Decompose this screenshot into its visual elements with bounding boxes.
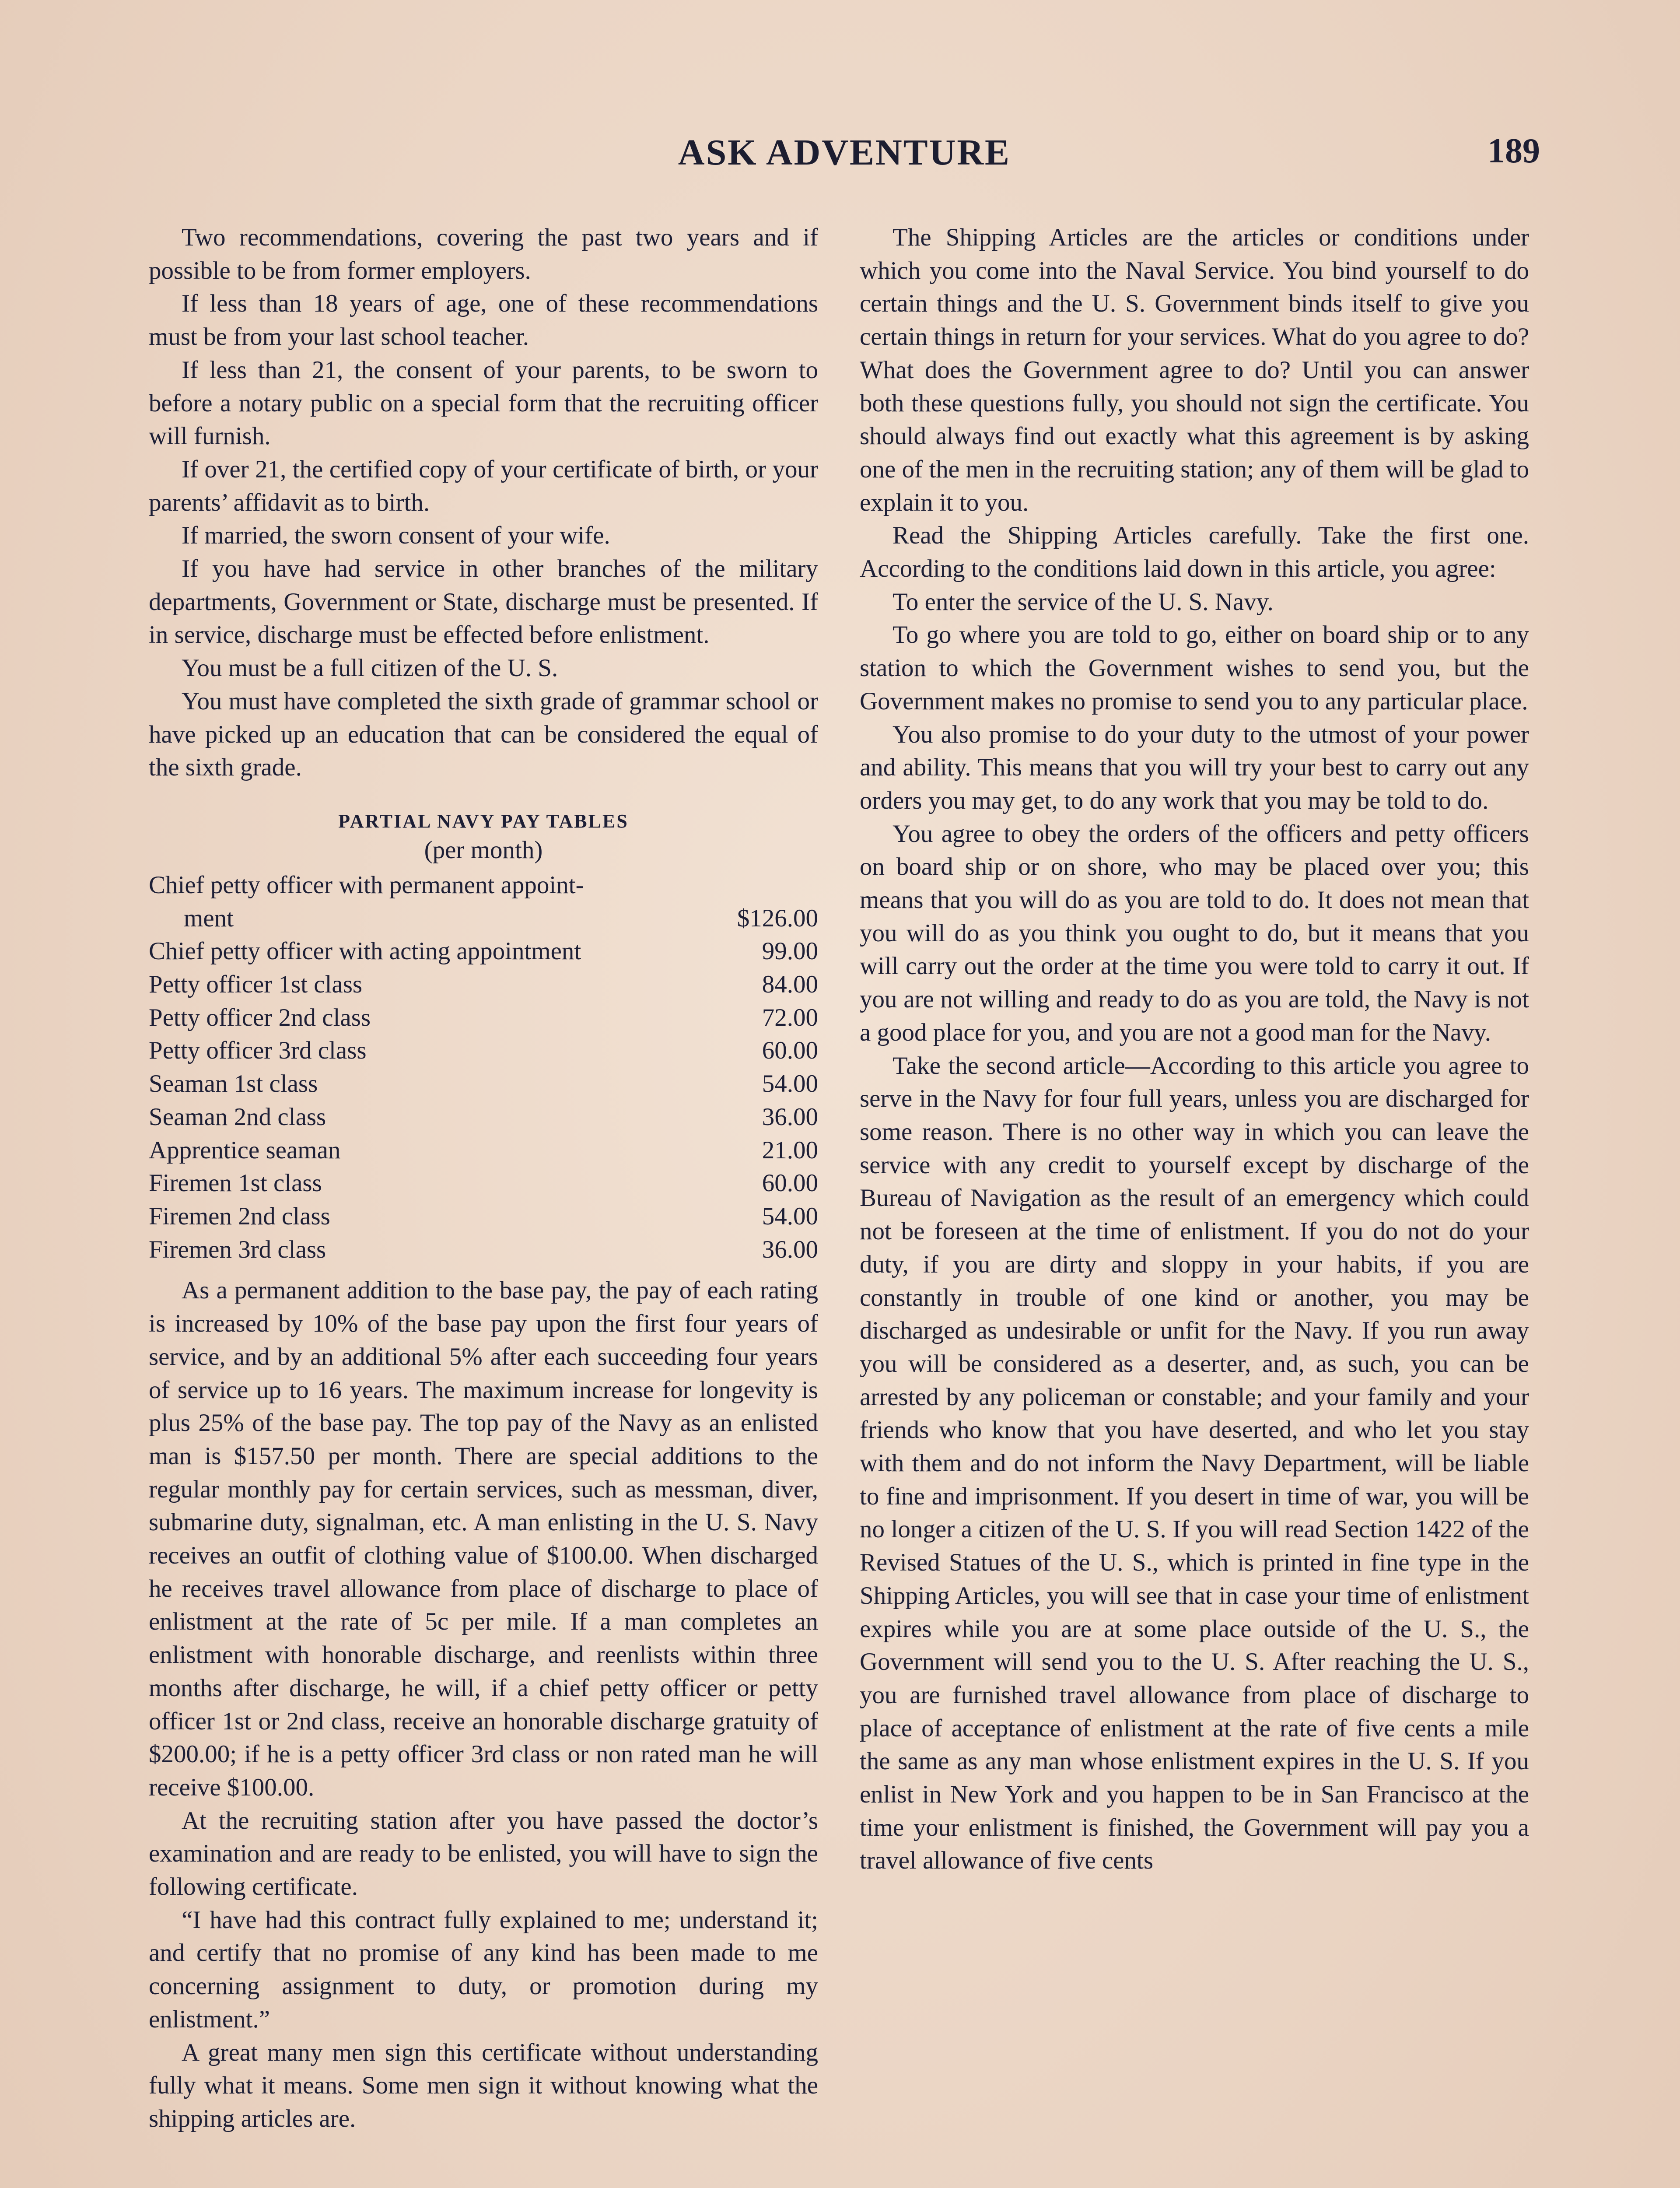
pay-table-row [149, 968, 818, 1001]
pay-rating-label: Apprentice seaman [149, 1136, 341, 1164]
pay-amount: 60.00 [762, 1037, 818, 1065]
pay-table-row [149, 1233, 818, 1266]
pay-table-row [149, 1034, 818, 1067]
pay-rating-label: Petty officer 3rd class [149, 1037, 367, 1065]
paragraph: If you have had service in other branches of the military departments, Government or State, discharge must be presented. If in service, discharge must be effected before enlistment. [149, 555, 818, 649]
paragraph: If married, the sworn consent of your wife. [182, 522, 610, 550]
pay-table-row [149, 869, 818, 902]
pay-rating-label: Chief petty officer with permanent appoint- [149, 871, 584, 899]
paragraph: If less than 18 years of age, one of these recommendations must be from your last school teacher. [149, 290, 818, 351]
pay-rating-label: Seaman 1st class [149, 1070, 318, 1098]
paragraph: To enter the service of the U. S. Navy. [892, 588, 1274, 616]
right-column [860, 221, 1529, 1877]
pay-rating-label: Chief petty officer with acting appointment [149, 937, 581, 965]
pay-table-title: PARTIAL NAVY PAY TABLES [338, 810, 629, 832]
pay-rating-label: Firemen 2nd class [149, 1202, 330, 1230]
pay-table-row [149, 1067, 818, 1101]
paragraph: You agree to obey the orders of the officers and petty officers on board ship or on shore, who may be placed over you; this means that you will do as you are told to do. It does not mean that you will do as you think you ought to do, but it means that you will carry out the order at the time you were told to carry it out. If you are not willing and ready to do as you are told, the Navy is not a good place for you, and you are not a good man for the Navy. [860, 820, 1529, 1046]
paragraph: Take the second article—According to this article you agree to serve in the Navy for four full years, unless you are discharged for some reason. There is no other way in which you can leave the service with any credit to yourself except by discharge of the Bureau of Navigation as the result of an emergency which could not be foreseen at the time of enlistment. If you do not do your duty, if you are dirty and sloppy in your habits, if you are constantly in trouble of one kind or another, you may be discharged as undesirable or unfit for the Navy. If you run away you will be considered as a deserter, and, as such, you can be arrested by any policeman or constable; and your family and your friends who know that you have deserted, and who let you stay with them and do not inform the Navy Department, will be liable to fine and imprisonment. If you desert in time of war, you will be no longer a citizen of the U. S. If you will read Section 1422 of the Revised Statues of the U. S., which is printed in fine type in the Shipping Articles, you will see that in case your time of enlistment expires while you are at some place outside of the U. S., the Government will send you to the U. S. After reaching the U. S., you are furnished travel allowance from place of discharge to place of acceptance of enlistment at the rate of five cents a mile the same as any man whose enlistment expires in the U. S. If you enlist in New York and you happen to be in San Francisco at the time your enlistment is finished, the Government will pay you a travel allowance of five cents [860, 1052, 1529, 1875]
pay-table-row [149, 1200, 818, 1233]
paragraph: If less than 21, the consent of your parents, to be sworn to before a notary public on a special form that the recruiting officer will furnish. [149, 356, 818, 450]
pay-table-row [149, 1167, 818, 1200]
paragraph: At the recruiting station after you have passed the doctor’s examination and are ready to be enlisted, you will have to sign the following certificate. [149, 1806, 818, 1901]
paragraph: Read the Shipping Articles carefully. Take the first one. According to the conditions laid down in this article, you agree: [860, 522, 1529, 583]
paragraph: You must be a full citizen of the U. S. [182, 654, 558, 682]
pay-rating-label: Seaman 2nd class [149, 1103, 326, 1131]
pay-rating-label: Petty officer 1st class [149, 971, 363, 999]
pay-amount: 84.00 [762, 971, 818, 999]
paragraph: As a permanent addition to the base pay, the pay of each rating is increased by 10% of the base pay upon the first four years of service, and by an additional 5% after each succeeding four years of service up to 16 years. The maximum increase for longevity is plus 25% of the base pay. The top pay of the Navy as an enlisted man is $157.50 per month. There are special additions to the regular monthly pay for certain services, such as messman, diver, submarine duty, signalman, etc. A man enlisting in the U. S. Navy receives an outfit of clothing value of $100.00. When discharged he receives travel allowance from place of discharge to place of enlistment at the rate of 5c per mile. If a man completes an enlistment with honorable discharge, and reenlists within three months after discharge, he will, if a chief petty officer or petty officer 1st or 2nd class, receive an honorable discharge gratuity of $200.00; if he is a petty officer 3rd class or non rated man he will receive $100.00. [149, 1276, 818, 1801]
pay-amount: 54.00 [762, 1070, 818, 1098]
paragraph: A great many men sign this certificate without understanding fully what it means. Some men sign it without knowing what the shipping articles are. [149, 2038, 818, 2132]
pay-table-row [149, 1001, 818, 1034]
paragraph: To go where you are told to go, either on board ship or to any station to which the Government wishes to send you, but the Government makes no promise to send you to any particular place. [860, 621, 1529, 715]
quoted-certificate: “I have had this contract fully explained to me; understand it; and certify that no promise of any kind has been made to me concerning assignment to duty, or promotion during my enlistment.” [149, 1906, 818, 2033]
pay-amount: 99.00 [762, 937, 818, 965]
pay-rating-label: Firemen 1st class [149, 1169, 322, 1197]
pay-table-subtitle: (per month) [424, 836, 543, 864]
pay-amount: 36.00 [762, 1235, 818, 1263]
paragraph: If over 21, the certified copy of your certificate of birth, or your parents’ affidavit as to birth. [149, 455, 818, 516]
pay-amount: 60.00 [762, 1169, 818, 1197]
magazine-section-title: ASK ADVENTURE [678, 132, 1011, 173]
left-column [149, 221, 818, 2135]
paragraph: The Shipping Articles are the articles or conditions under which you come into the Naval Service. You bind yourself to do certain things and the U. S. Government binds itself to give you certain things in return for your services. What do you agree to do? What does the Government agree to do? Until you can answer both these questions fully, you should not sign the certificate. You should always find out exactly what this agreement is by asking one of the men in the recruiting station; any of them will be glad to explain it to you. [860, 224, 1529, 516]
page-header [149, 131, 1540, 179]
pay-amount: 36.00 [762, 1103, 818, 1131]
pay-table-row [149, 1134, 818, 1167]
pay-table-row [149, 1101, 818, 1134]
pay-rating-label: ment [184, 904, 234, 932]
paragraph: You must have completed the sixth grade of grammar school or have picked up an education that can be considered the equal of the sixth grade. [149, 687, 818, 782]
paragraph: Two recommendations, covering the past two years and if possible to be from former employers. [149, 224, 818, 284]
pay-rating-label: Firemen 3rd class [149, 1235, 326, 1263]
pay-table-row [149, 902, 818, 935]
pay-rating-label: Petty officer 2nd class [149, 1003, 371, 1031]
pay-amount: 72.00 [762, 1003, 818, 1031]
pay-table [149, 808, 818, 1266]
pay-amount: 54.00 [762, 1202, 818, 1230]
page-number: 189 [1488, 132, 1540, 170]
pay-table-row [149, 935, 818, 968]
pay-amount: 21.00 [762, 1136, 818, 1164]
paragraph: You also promise to do your duty to the utmost of your power and ability. This means that you will try your best to carry out any orders you may get, to do any work that you may be told to do. [860, 720, 1529, 814]
pay-amount: $126.00 [737, 904, 818, 932]
